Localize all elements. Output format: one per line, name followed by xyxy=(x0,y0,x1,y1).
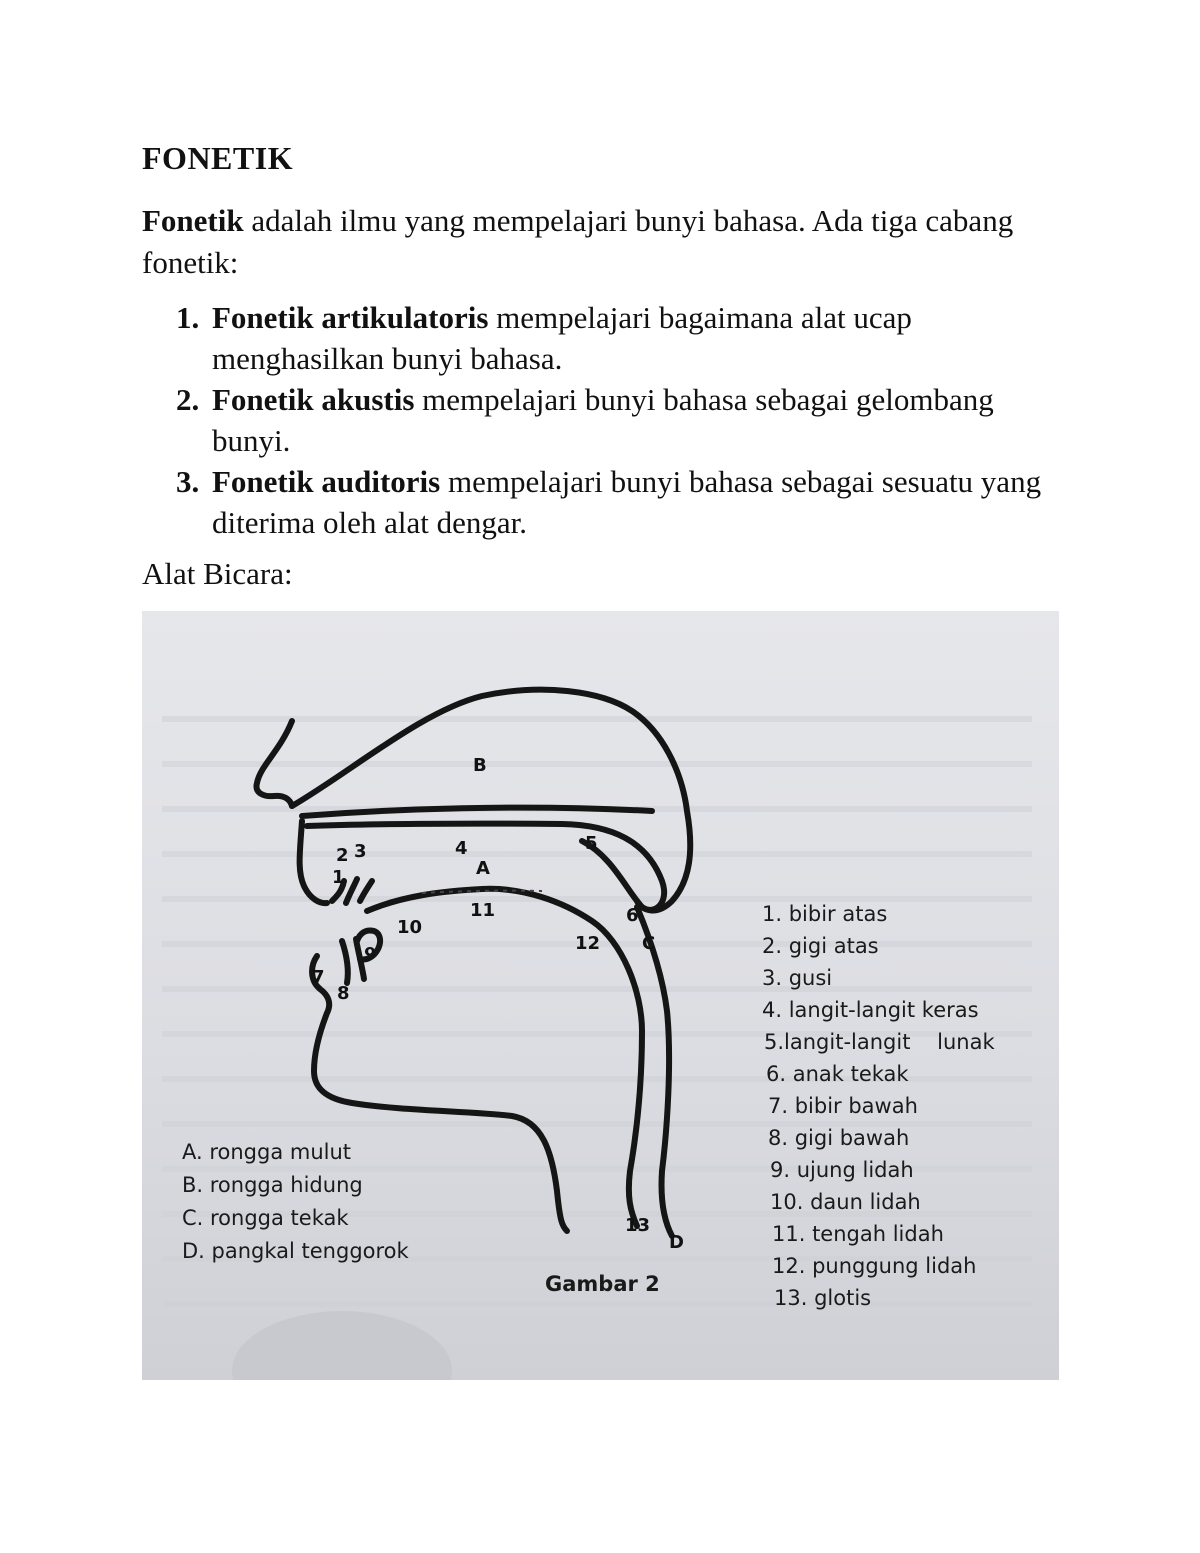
label-a: A xyxy=(476,858,490,879)
organ-6: 6. anak tekak xyxy=(766,1062,909,1086)
label-10: 10 xyxy=(397,917,423,938)
organ-2: 2. gigi atas xyxy=(762,934,879,958)
cavity-a: A. rongga mulut xyxy=(182,1140,352,1164)
list-item xyxy=(142,297,1062,379)
organ-3: 3. gusi xyxy=(762,966,833,990)
label-4: 4 xyxy=(455,838,468,859)
organ-12: 12. punggung lidah xyxy=(772,1254,977,1278)
label-13: 13 xyxy=(625,1215,651,1236)
organ-10: 10. daun lidah xyxy=(770,1190,921,1214)
cavity-b: B. rongga hidung xyxy=(182,1173,363,1197)
label-d: D xyxy=(669,1232,684,1253)
organ-9: 9. ujung lidah xyxy=(770,1158,914,1182)
label-6: 6 xyxy=(626,905,639,926)
label-7: 7 xyxy=(312,967,325,988)
list-item-term: Fonetik artikulatoris xyxy=(212,300,489,335)
intro-term: Fonetik xyxy=(142,203,244,238)
organ-4: 4. langit-langit keras xyxy=(762,998,979,1022)
label-9: 9 xyxy=(364,944,377,965)
organ-7: 7. bibir bawah xyxy=(768,1094,918,1118)
list-item xyxy=(142,461,1062,543)
figure-caption: Gambar 2 xyxy=(545,1272,660,1296)
label-c: C xyxy=(642,933,656,954)
list-item-number: 2. xyxy=(176,382,200,417)
cavity-c: C. rongga tekak xyxy=(182,1206,349,1230)
organ-1: 1. bibir atas xyxy=(762,902,888,926)
label-11: 11 xyxy=(470,900,496,921)
cavity-d: D. pangkal tenggorok xyxy=(182,1239,409,1263)
speech-organs-photo xyxy=(142,611,1059,1380)
label-2: 2 xyxy=(336,845,349,866)
label-12: 12 xyxy=(575,933,601,954)
label-8: 8 xyxy=(337,983,350,1004)
organ-8: 8. gigi bawah xyxy=(768,1126,910,1150)
organ-13: 13. glotis xyxy=(774,1286,872,1310)
list-item-term: Fonetik auditoris xyxy=(212,464,441,499)
page-title: FONETIK xyxy=(142,140,294,176)
list-item xyxy=(142,379,1062,461)
list-item-text: mempelajari bagaimana alat ucap menghasilkan bunyi bahasa. xyxy=(212,300,912,376)
branch-list xyxy=(142,297,1062,543)
list-item-text: mempelajari bunyi bahasa sebagai sesuatu yang diterima oleh alat dengar. xyxy=(212,464,1042,540)
label-1: 1 xyxy=(332,867,345,888)
list-item-number: 3. xyxy=(176,464,200,499)
label-5: 5 xyxy=(585,833,598,854)
organ-5: 5.langit-langit lunak xyxy=(764,1030,995,1054)
label-3: 3 xyxy=(354,841,367,862)
organ-11: 11. tengah lidah xyxy=(772,1222,944,1246)
list-item-term: Fonetik akustis xyxy=(212,382,415,417)
hand-shadow xyxy=(232,1311,452,1380)
intro-text: adalah ilmu yang mempelajari bunyi bahasa. Ada tiga cabang fonetik: xyxy=(142,203,1014,280)
list-item-text: mempelajari bunyi bahasa sebagai gelombang bunyi. xyxy=(212,382,994,458)
label-b: B xyxy=(473,755,487,776)
vocal-tract-diagram xyxy=(142,611,1059,1380)
intro-paragraph xyxy=(142,200,1062,284)
section-label: Alat Bicara: xyxy=(142,556,293,591)
list-item-number: 1. xyxy=(176,300,200,335)
